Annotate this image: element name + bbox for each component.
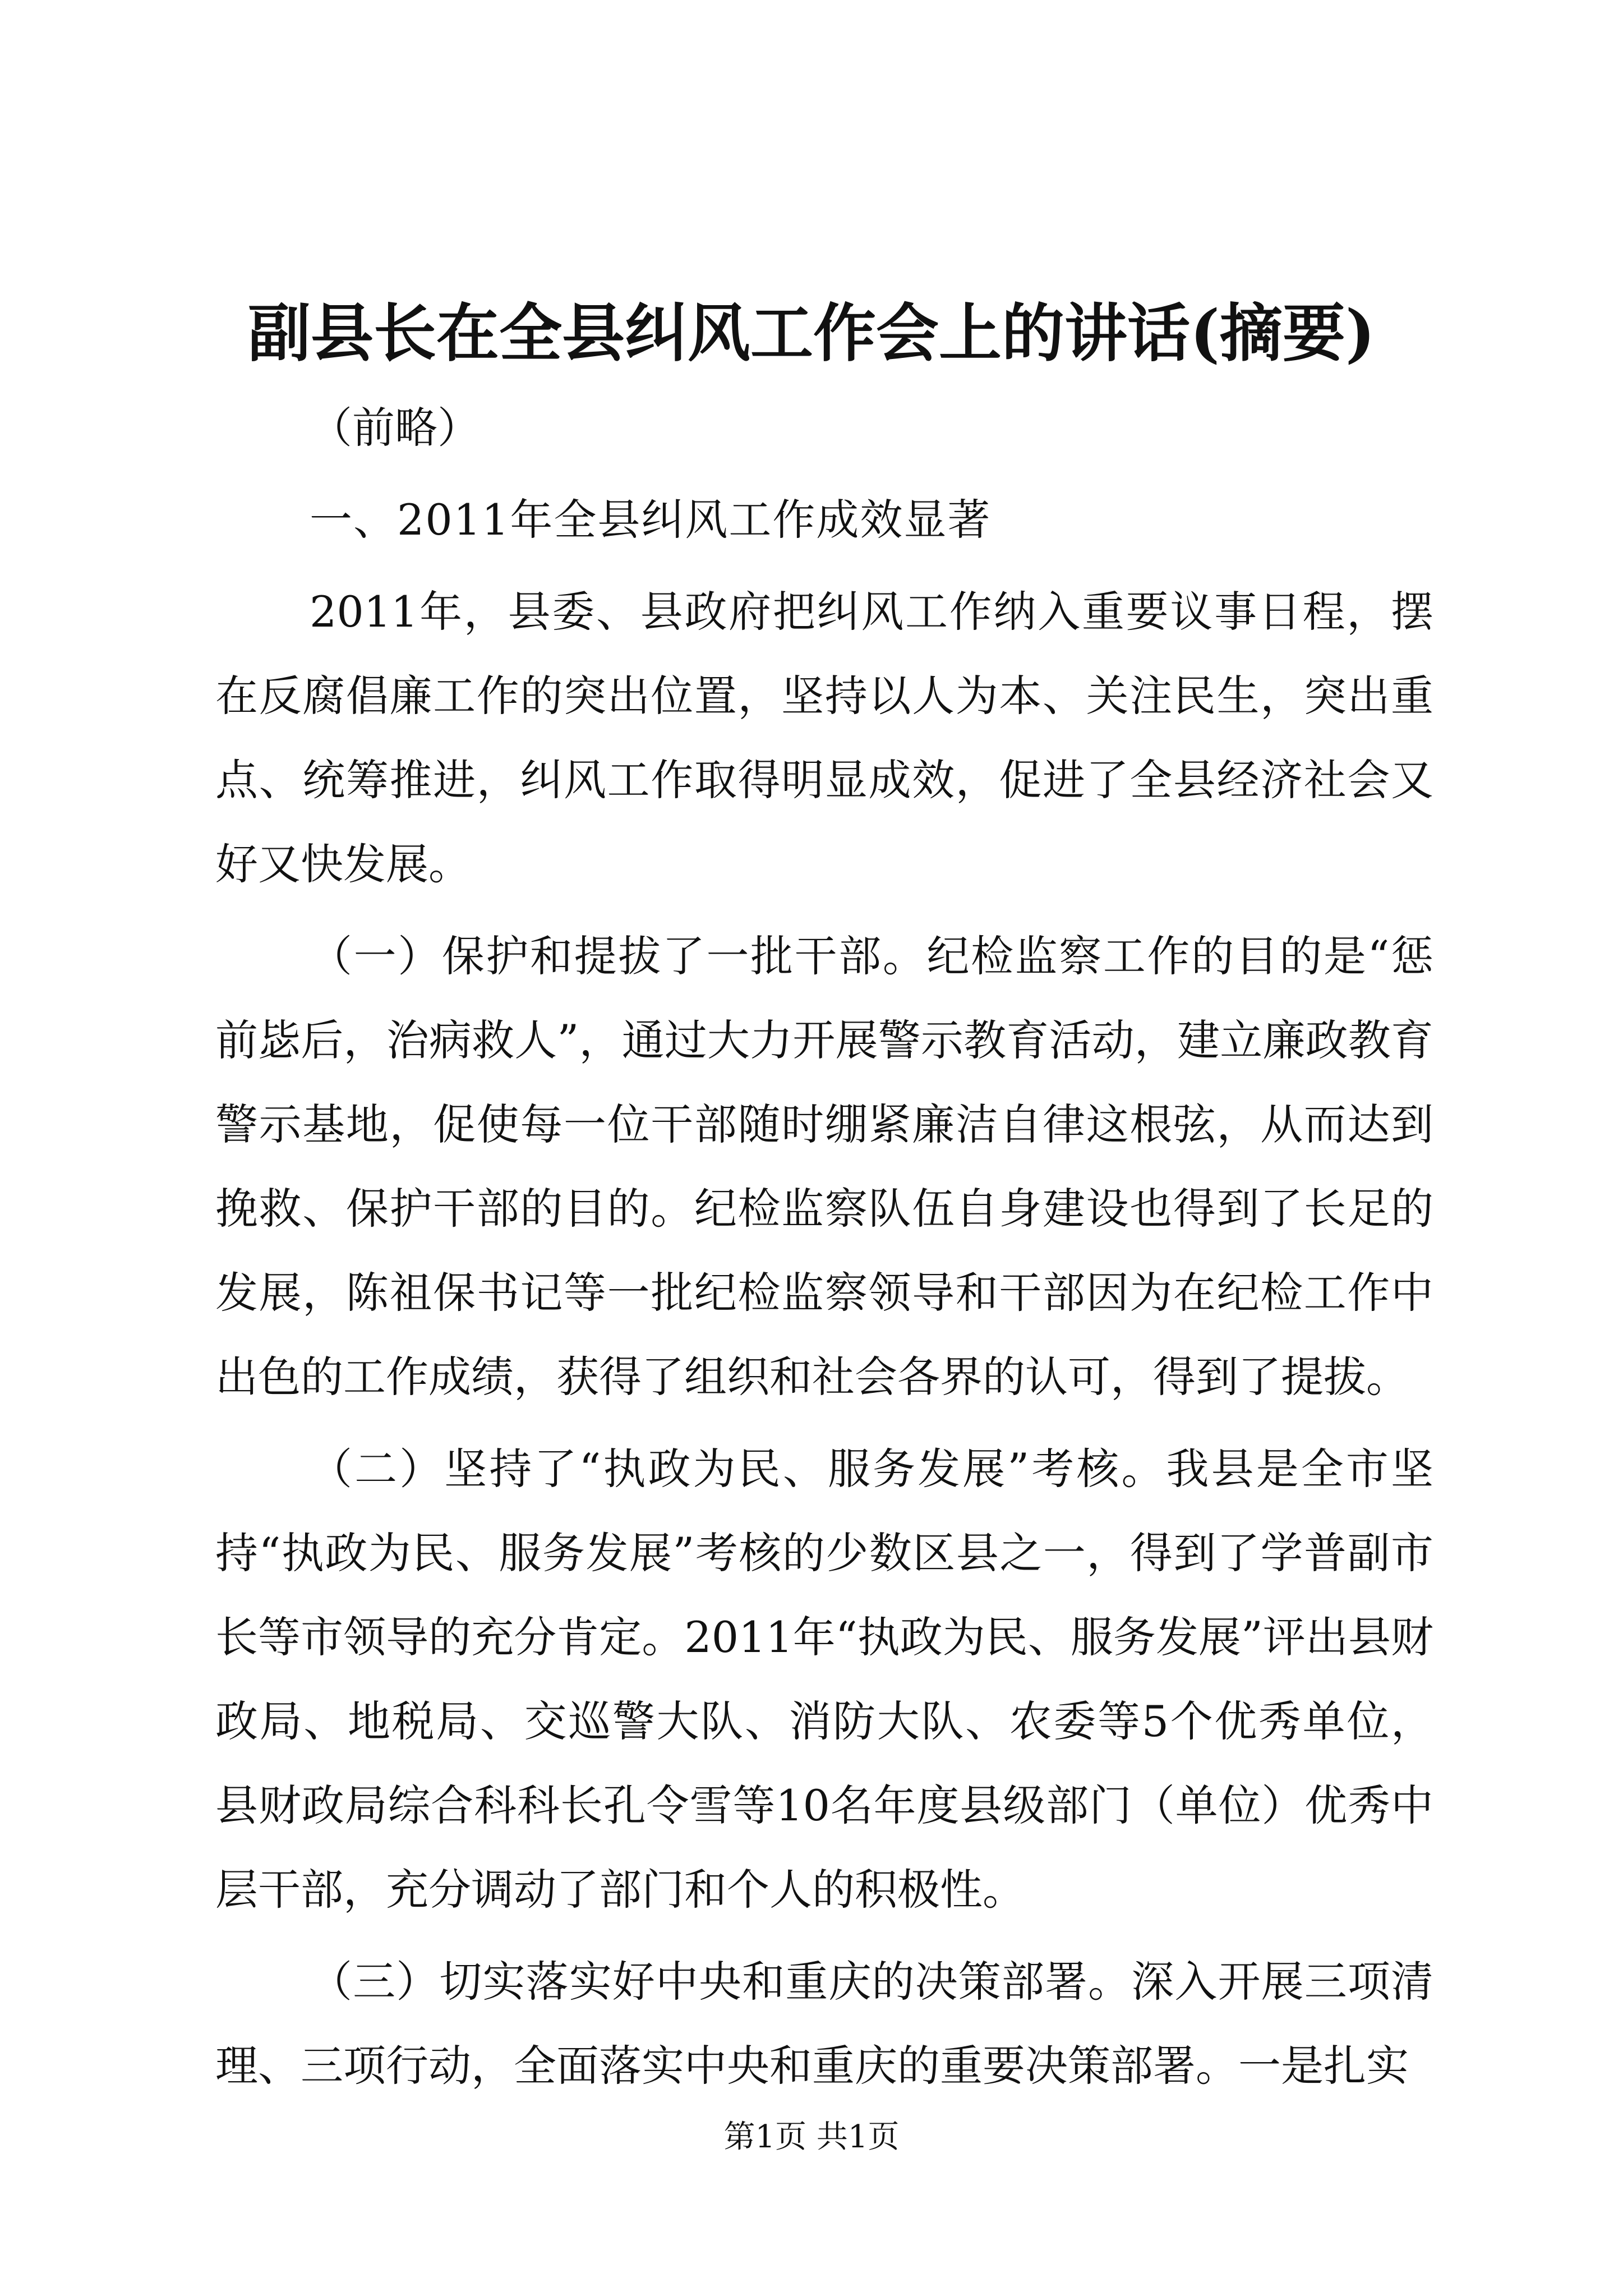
page-number-footer: 第1页 共1页 bbox=[723, 2119, 900, 2155]
paragraph-item-3: （三）切实落实好中央和重庆的决策部署。深入开展三项清理、三项行动，全面落实中央和重庆的重要决策部署。一是扎实 bbox=[215, 1957, 1433, 2091]
document-body bbox=[215, 386, 1433, 2108]
paragraph-omitted-preface: （前略） bbox=[310, 403, 480, 453]
section-heading: 一、2011年全县纠风工作成效显著 bbox=[310, 495, 992, 545]
paragraph-item-1: （一）保护和提拔了一批干部。纪检监察工作的目的是“惩前毖后，治病救人”，通过大力开展警示教育活动，建立廉政教育警示基地，促使每一位干部随时绷紧廉洁自律这根弦，从而达到挽救、保护干部的目的。纪检监察队伍自身建设也得到了长足的发展，陈祖保书记等一批纪检监察领导和干部因为在纪检工作中出色的工作成绩，获得了组织和社会各界的认可，得到了提拔。 bbox=[215, 931, 1433, 1402]
paragraph-intro: 2011年，县委、县政府把纠风工作纳入重要议事日程，摆在反腐倡廉工作的突出位置，坚持以人为本、关注民生，突出重点、统筹推进，纠风工作取得明显成效，促进了全县经济社会又好又快发展。 bbox=[215, 587, 1433, 889]
paragraph-item-2: （二）坚持了“执政为民、服务发展”考核。我县是全市坚持“执政为民、服务发展”考核的少数区县之一，得到了学普副市长等市领导的充分肯定。2011年“执政为民、服务发展”评出县财政局、地税局、交巡警大队、消防大队、农委等5个优秀单位，县财政局综合科科长孔令雪等10名年度县级部门（单位）优秀中层干部，充分调动了部门和个人的积极性。 bbox=[215, 1444, 1433, 1915]
document-title: 副县长在全县纠风工作会上的讲话(摘要) bbox=[248, 297, 1375, 370]
